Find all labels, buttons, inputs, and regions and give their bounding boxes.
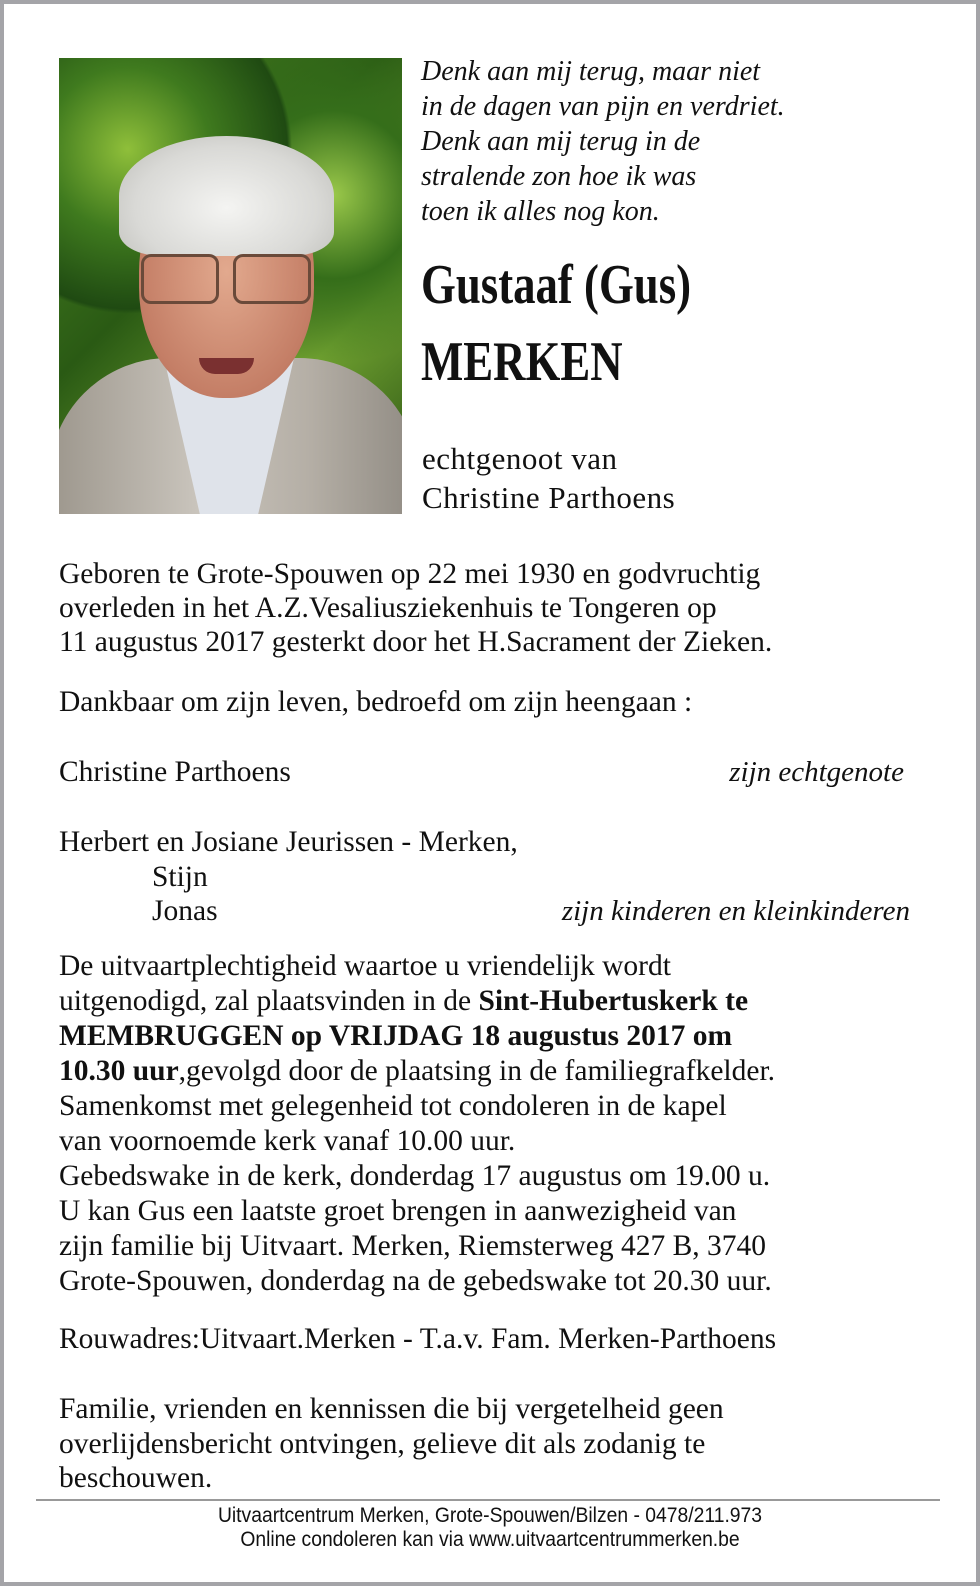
address-line: Rouwadres:Uitvaart.Merken - T.a.v. Fam. Merken-Parthoens <box>59 1323 777 1355</box>
obituary-card <box>4 4 976 1582</box>
ceremony-line <box>59 1124 515 1159</box>
ceremony-bold-text: 10.30 uur <box>59 1055 179 1087</box>
portrait-photo <box>59 58 402 514</box>
deceased-first-name: Gustaaf (Gus) <box>421 254 692 316</box>
spouse-label: echtgenoot van <box>422 441 618 476</box>
ceremony-text: ,gevolgd door de plaatsing in de familiegrafkelder. <box>178 1055 776 1087</box>
ceremony-line <box>59 1089 727 1124</box>
birth-line: 11 augustus 2017 gesterkt door het H.Sacrament der Zieken. <box>59 626 773 658</box>
footer-website: Online condoleren kan via www.uitvaartcentrummerken.be <box>240 1528 740 1551</box>
quote-line: in de dagen van pijn en verdriet. <box>421 91 785 122</box>
ceremony-text: Gebedswake in de kerk, donderdag 17 augustus om 19.00 u. <box>59 1160 771 1192</box>
family-children: Herbert en Josiane Jeurissen - Merken, <box>59 826 518 858</box>
footer-contact: Uitvaartcentrum Merken, Grote-Spouwen/Bilzen - 0478/211.973 <box>217 1504 763 1527</box>
ceremony-text: Grote-Spouwen, donderdag na de gebedswake tot 20.30 uur. <box>59 1265 772 1297</box>
notice-line: beschouwen. <box>59 1462 213 1494</box>
ceremony-text: zijn familie bij Uitvaart. Merken, Riemsterweg 427 B, 3740 <box>59 1230 767 1262</box>
ceremony-line <box>59 1194 736 1229</box>
family-children-role: zijn kinderen en kleinkinderen <box>561 895 910 927</box>
ceremony-text: De uitvaartplechtigheid waartoe u vriendelijk wordt <box>59 950 671 982</box>
quote-line: Denk aan mij terug, maar niet <box>421 56 761 87</box>
deceased-last-name: MERKEN <box>421 331 623 393</box>
ceremony-line <box>59 1054 775 1089</box>
family-grandchild: Stijn <box>152 861 208 893</box>
ceremony-text: U kan Gus een laatste groet brengen in aanwezigheid van <box>59 1195 737 1227</box>
quote-line: toen ik alles nog kon. <box>421 196 660 227</box>
ceremony-line <box>59 1019 732 1054</box>
ceremony-bold-text: Sint-Hubertuskerk te <box>478 985 749 1017</box>
ceremony-bold-text: MEMBRUGGEN op VRIJDAG 18 augustus 2017 om <box>59 1020 733 1052</box>
notice-line: Familie, vrienden en kennissen die bij vergetelheid geen <box>59 1393 724 1425</box>
ceremony-line <box>59 1264 772 1299</box>
family-grandchild: Jonas <box>152 895 218 927</box>
family-spouse-name: Christine Parthoens <box>59 756 291 788</box>
divider <box>36 1499 940 1501</box>
birth-line: Geboren te Grote-Spouwen op 22 mei 1930 en godvruchtig <box>59 558 761 590</box>
quote-line: Denk aan mij terug in de <box>421 126 701 157</box>
birth-line: overleden in het A.Z.Vesaliusziekenhuis te Tongeren op <box>59 592 717 624</box>
notice-line: overlijdensbericht ontvingen, gelieve dit als zodanig te <box>59 1428 706 1460</box>
ceremony-line <box>59 1159 770 1194</box>
ceremony-line <box>59 984 748 1019</box>
ceremony-text: van voornoemde kerk vanaf 10.00 uur. <box>59 1125 516 1157</box>
grateful-line: Dankbaar om zijn leven, bedroefd om zijn heengaan : <box>59 686 693 718</box>
ceremony-text: uitgenodigd, zal plaatsvinden in de <box>59 985 479 1017</box>
quote-line: stralende zon hoe ik was <box>421 161 697 192</box>
ceremony-line <box>59 949 671 984</box>
spouse-name: Christine Parthoens <box>422 480 676 515</box>
ceremony-text: Samenkomst met gelegenheid tot condoleren in de kapel <box>59 1090 727 1122</box>
ceremony-line <box>59 1229 766 1264</box>
family-spouse-role: zijn echtgenote <box>729 756 904 788</box>
